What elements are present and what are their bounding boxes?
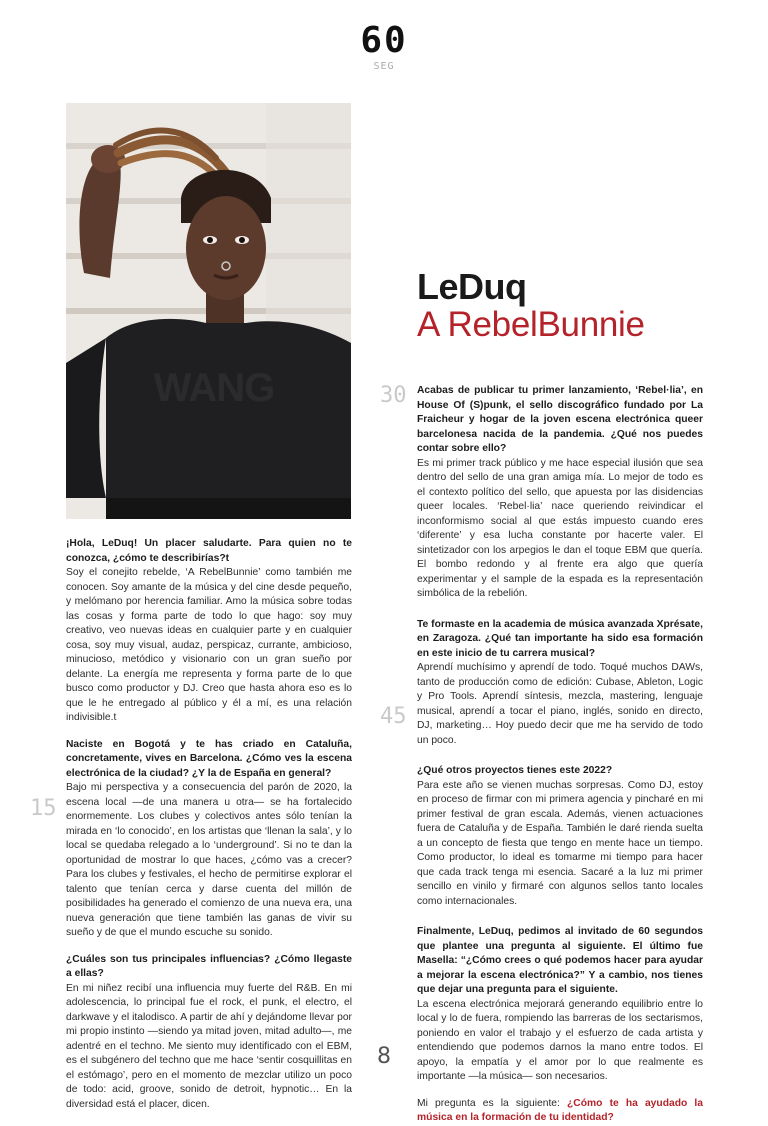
answer: Bajo mi perspectiva y a consecuencia del parón de 2020, la escena local —de una manera u otra— se ha fortalecido enormemente. Los clubes y colectivos antes sólo tenían la mirada en ‘lo conocido’, en los artistas que ‘llenan la sala’, y lo local se quedaba relegado a lo ‘underground’. Si no te dan la oportunidad de mostrar lo que haces, ¿cómo vas a crecer? Para los clubes y festivales, el hecho de permitirse explorar el talento que tenían cerca y darse cuenta del millón de posibilidades ha generado el comienzo de una nueva era, una nueva generación que tiene también las ganas de vivir su sueño y de que el mundo escuche su sonido.	[66, 782, 352, 938]
page-number: 8	[377, 1044, 391, 1069]
masthead	[334, 22, 434, 72]
closing-question	[417, 1097, 703, 1126]
time-marker-45: 45	[380, 704, 407, 729]
question: ¿Cuáles son tus principales influencias? ¿Cómo llegaste a ellas?	[66, 953, 352, 979]
question: Finalmente, LeDuq, pedimos al invitado de 60 segundos que plantee una pregunta al siguiente. El último fue Masella: “¿Cómo crees o qué podemos hacer para ayudar a mejorar la escena electrónica?” Y a cambio, nos tienes que dejar una pregunta para el siguiente.	[417, 926, 703, 995]
time-marker-15: 15	[30, 796, 57, 821]
answer: Para este año se vienen muchas sorpresas. Como DJ, estoy en proceso de firmar con mi primera agencia y pincharé en mi primer festival de gran escala. Además, vienen actuaciones fuera de Cataluña y de España. También le daré rienda suelta a un concepto de fiesta que tengo en mente hace un tiempo. Como productor, lo ideal es tomarme mi tiempo para hacer que cada track tenga mi esencia. Sacaré a la luz mi primer sencillo en vinilo y firmaré con algunos sellos tanto locales como internacionales.	[417, 779, 703, 907]
answer: En mi niñez recibí una influencia muy fuerte del R&B. En mi adolescencia, lo principal fue el rock, el punk, el electro, el darkwave y el italodisco. A partir de ahí y dejándome llevar por mi propio instinto —siendo ya mitad joven, mitad adulto—, me adentré en el techno. Me siento muy identificado con el EBM, es el subgénero del techno que me hace ‘sentir cosquillitas en el estómago’, pero en el momento de mezclar utilizo un poco de todo: acid, groove, sonido de detroit, hypnotic… En la diversidad está el placer, dicen.	[66, 982, 352, 1110]
closing-lead: Mi pregunta es la siguiente:	[417, 1097, 568, 1109]
right-column	[417, 384, 703, 1126]
article-title	[417, 268, 717, 344]
left-column	[66, 537, 352, 1112]
answer: Aprendí muchísimo y aprendí de todo. Toqué muchos DAWs, tanto de producción como de edición: Cubase, Ableton, Logic y Pro Tools. Aprendí síntesis, mezcla, mastering, lenguaje musical, aprendí a tocar el piano, inglés, sonido en directo, DJ, marketing… Hoy puedo decir que me ha servido de todo un poco.	[417, 662, 703, 746]
answer: Es mi primer track público y me hace especial ilusión que sea dentro del sello de una gran amiga mía. Lo mejor de todo es el contexto político del sello, que apuesta por las disidencias queer locales. ‘Rebel·lia’ nace queriendo reivindicar el inconformismo social al que estás impuesto cuando eres ‘diferente’ y esa lucha constante por hacerte valer. El sintetizador con los arpegios le dan el toque EBM que quería. El bombo redondo y al frente era algo que quería experimentar y el sample de la espada es la representación simbólica de la rebelión.	[417, 457, 703, 599]
title-subtitle: A RebelBunnie	[417, 305, 645, 344]
question: Te formaste en la academia de música avanzada Xprésate, en Zaragoza. ¿Qué tan importante ha sido esa formación en este inicio de tu carrera musical?	[417, 618, 703, 659]
question: Naciste en Bogotá y te has criado en Cataluña, concretamente, vives en Barcelona. ¿Cómo ves la escena electrónica de la ciudad? ¿Y la de España en general?	[66, 738, 352, 779]
portrait-illustration	[66, 103, 351, 519]
question: ¡Hola, LeDuq! Un placer saludarte. Para quien no te conozca, ¿cómo te describirías?t	[66, 538, 352, 564]
question: Acabas de publicar tu primer lanzamiento, ‘Rebel·lia’, en House Of (S)punk, el sello discográfico fundado por La Fraicheur y hogar de la joven escena electrónica queer barcelonesa nacida de la pandemia. ¿Qué nos puedes contar sobre ello?	[417, 385, 703, 454]
answer: La escena electrónica mejorará generando equilibrio entre lo local y lo de fuera, rompiendo las barreras de los sectarismos, poniendo en valor el trabajo y el esfuerzo de cada artista y entendiendo que podemos darnos la mano entre todos. El apoyo, la empatía y el amor por lo que realmente es importante —la música— son necesarios.	[417, 998, 703, 1082]
closing-highlight: ¿Cómo te ha ayudado la música en la formación de tu identidad?	[417, 1097, 703, 1123]
title-name: LeDuq	[417, 266, 527, 307]
masthead-number: 60	[360, 20, 408, 61]
question: ¿Qué otros proyectos tienes este 2022?	[417, 765, 613, 776]
time-marker-30: 30	[380, 383, 407, 408]
answer: Soy el conejito rebelde, ‘A RebelBunnie’ como también me conocen. Soy amante de la música y del cine desde pequeño, y melómano por herencia familiar. Amo la música sobre todas las cosas y forma parte de todo lo que hago: soy muy creativo, veo nuevas ideas en cualquier parte y en cualquier cosa, soy muy visual, audaz, perspicaz, currante, ambicioso, minucioso, metódico y visionario con un gran sueño por delante. La energía me representa y forma parte de lo que busco como productor y DJ. Creo que hasta ahora eso es lo que le he entregado al público y él a mí, es una relación indivisible.t	[66, 567, 352, 723]
shirt-text: WANG	[153, 366, 275, 410]
portrait-photo	[66, 103, 351, 519]
masthead-unit: SEG	[373, 61, 395, 72]
